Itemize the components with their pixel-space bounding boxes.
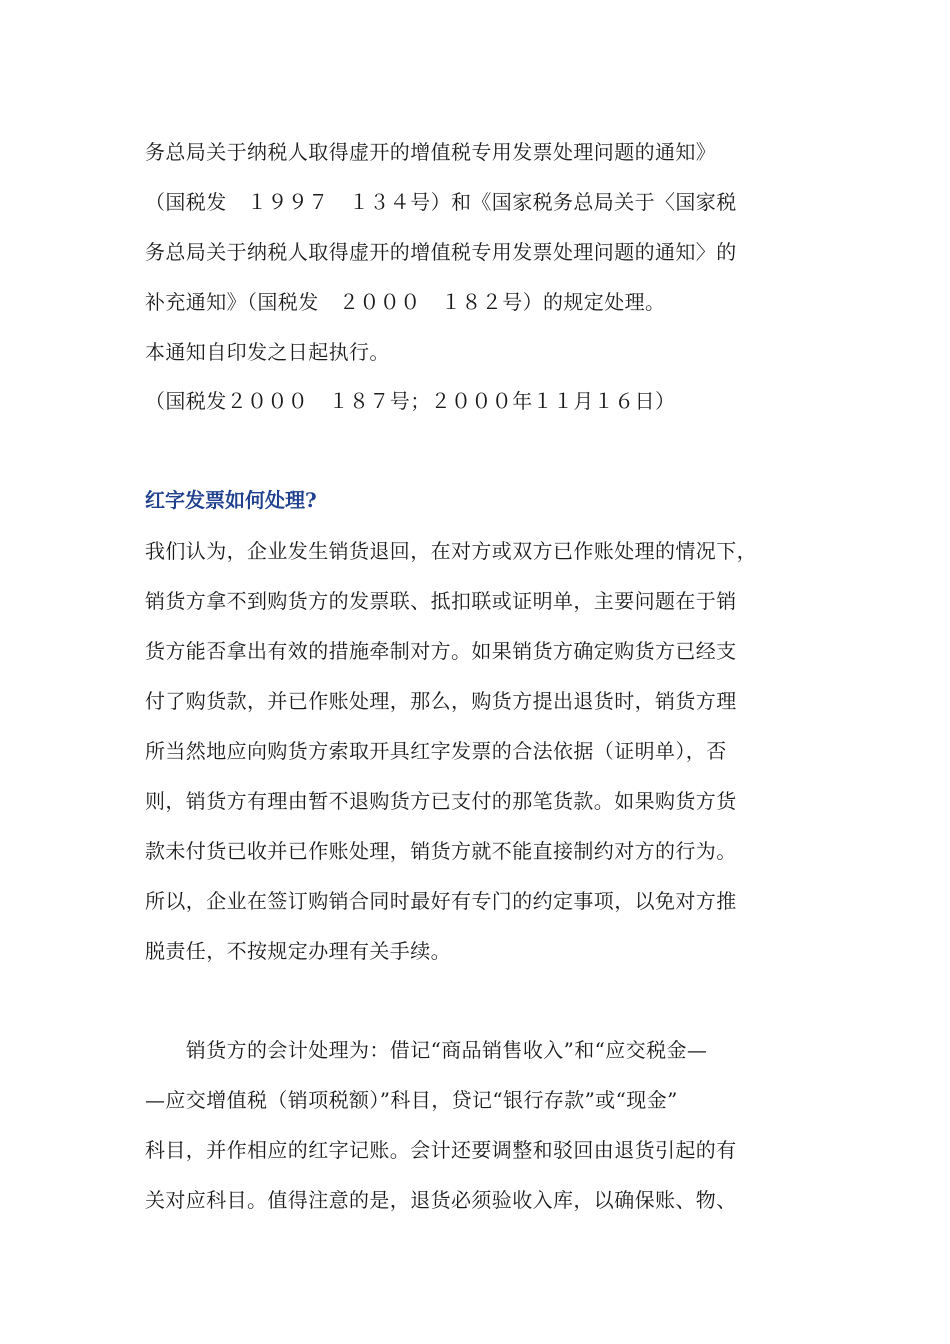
- paragraph-line: （国税发 １９９７ １３４号）和《国家税务总局关于〈国家税: [145, 190, 737, 214]
- section-heading: 红字发票如何处理?: [145, 488, 317, 512]
- paragraph-line: 所当然地应向购货方索取开具红字发票的合法依据（证明单），否: [145, 739, 727, 763]
- paragraph-line: 本通知自印发之日起执行。: [145, 340, 390, 364]
- paragraph-line: 务总局关于纳税人取得虚开的增值税专用发票处理问题的通知》: [145, 140, 717, 164]
- paragraph-line: 关对应科目。值得注意的是，退货必须验收入库，以确保账、物、: [145, 1188, 737, 1212]
- paragraph-line: 款未付货已收并已作账处理，销货方就不能直接制约对方的行为。: [145, 839, 737, 863]
- paragraph-line: —应交增值税（销项税额）”科目，贷记“银行存款”或“现金”: [145, 1088, 678, 1112]
- paragraph-line: 科目，并作相应的红字记账。会计还要调整和驳回由退货引起的有: [145, 1138, 737, 1162]
- paragraph-line: 则，销货方有理由暂不退购货方已支付的那笔货款。如果购货方货: [145, 789, 737, 813]
- document-reference: （国税发２０００ １８７号；２０００年１１月１６日）: [145, 389, 676, 413]
- paragraph-line: 货方能否拿出有效的措施牵制对方。如果销货方确定购货方已经支: [145, 639, 737, 663]
- paragraph-line: 销货方的会计处理为：借记“商品销售收入”和“应交税金—: [145, 1038, 708, 1062]
- paragraph-line: 销货方拿不到购货方的发票联、抵扣联或证明单，主要问题在于销: [145, 589, 737, 613]
- paragraph-line: 所以，企业在签订购销合同时最好有专门的约定事项，以免对方推: [145, 889, 737, 913]
- paragraph-line: 我们认为，企业发生销货退回，在对方或双方已作账处理的情况下，: [145, 539, 757, 563]
- paragraph-line: 务总局关于纳税人取得虚开的增值税专用发票处理问题的通知〉的: [145, 240, 737, 264]
- paragraph-line: 补充通知》（国税发 ２０００ １８２号）的规定处理。: [145, 290, 666, 314]
- paragraph-line: 脱责任，不按规定办理有关手续。: [145, 939, 451, 963]
- paragraph-line: 付了购货款，并已作账处理，那么，购货方提出退货时，销货方理: [145, 689, 737, 713]
